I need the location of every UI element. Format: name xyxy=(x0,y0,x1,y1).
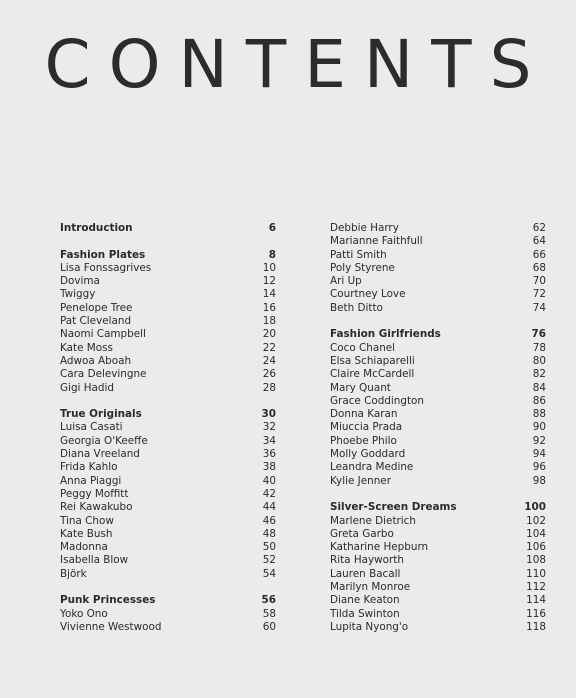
toc-page-number: 36 xyxy=(262,448,276,461)
toc-page-number: 88 xyxy=(532,408,546,421)
toc-entry xyxy=(60,355,276,368)
toc-entry-label: Yoko Ono xyxy=(60,607,108,620)
toc-page-number: 22 xyxy=(262,341,276,354)
toc-section-heading xyxy=(60,249,276,262)
toc-page-number: 56 xyxy=(261,594,276,607)
toc-page-number: 30 xyxy=(261,408,276,421)
toc-entry xyxy=(60,515,276,528)
toc-entry xyxy=(330,288,546,301)
toc-entry xyxy=(330,528,546,541)
toc-entry xyxy=(60,421,276,434)
toc-page-number: 52 xyxy=(262,554,276,567)
toc-page-number: 14 xyxy=(262,288,276,301)
toc-entry xyxy=(330,249,546,262)
toc-entry xyxy=(330,448,546,461)
toc-section-heading xyxy=(330,501,546,514)
toc-entry-label: Claire McCardell xyxy=(330,368,415,381)
toc-entry-label: Björk xyxy=(60,567,87,580)
toc-entry xyxy=(330,581,546,594)
toc-page-number: 60 xyxy=(262,620,276,633)
toc-entry xyxy=(330,262,546,275)
toc-entry-label: Debbie Harry xyxy=(330,222,399,234)
toc-page-number: 50 xyxy=(262,541,276,554)
toc-entry-label: Lauren Bacall xyxy=(330,567,401,580)
toc-page-number: 94 xyxy=(532,448,546,461)
toc-page-number: 38 xyxy=(262,461,276,474)
toc-entry-label: Patti Smith xyxy=(330,248,387,261)
toc-page-number: 40 xyxy=(262,474,276,487)
toc-entry xyxy=(60,528,276,541)
toc-entry-label: Cara Delevingne xyxy=(60,368,147,381)
toc-entry xyxy=(330,222,546,235)
toc-entry xyxy=(330,421,546,434)
toc-page-number: 66 xyxy=(532,248,546,261)
toc-entry-label: Grace Coddington xyxy=(330,394,424,407)
toc-entry xyxy=(60,328,276,341)
toc-entry xyxy=(330,235,546,248)
toc-page-number: 28 xyxy=(262,381,276,394)
toc-entry-label: Marilyn Monroe xyxy=(330,581,411,594)
toc-entry-label: Fashion Plates xyxy=(60,248,146,261)
toc-entry-label: Mary Quant xyxy=(330,381,391,394)
toc-page-number: 86 xyxy=(532,394,546,407)
toc-page-number: 118 xyxy=(526,620,546,633)
toc-page-number: 18 xyxy=(262,315,276,328)
toc-page-number: 44 xyxy=(262,501,276,514)
toc-page-number: 70 xyxy=(532,275,546,288)
toc-entry-label: Introduction xyxy=(60,222,133,234)
toc-entry-label: Miuccia Prada xyxy=(330,421,403,434)
section-gap xyxy=(330,315,546,328)
toc-entry-label: Silver-Screen Dreams xyxy=(330,501,457,514)
toc-entry-label: Isabella Blow xyxy=(60,554,129,567)
toc-entry-label: Naomi Campbell xyxy=(60,328,146,341)
toc-entry xyxy=(330,461,546,474)
toc-page-number: 20 xyxy=(262,328,276,341)
toc-entry-label: Elsa Schiaparelli xyxy=(330,354,415,367)
toc-page-number: 108 xyxy=(526,554,546,567)
toc-entry xyxy=(60,568,276,581)
toc-entry-label: Lisa Fonssagrives xyxy=(60,261,152,274)
toc-right-column xyxy=(330,222,546,634)
toc-entry xyxy=(330,621,546,634)
toc-page-number: 102 xyxy=(526,514,546,527)
toc-page-number: 98 xyxy=(532,474,546,487)
toc-page-number: 106 xyxy=(526,541,546,554)
toc-entry xyxy=(330,275,546,288)
toc-entry-label: Donna Karan xyxy=(330,408,398,421)
toc-entry-label: Leandra Medine xyxy=(330,461,414,474)
toc-page-number: 8 xyxy=(268,248,276,261)
toc-entry-label: Penelope Tree xyxy=(60,301,133,314)
toc-entry xyxy=(60,501,276,514)
toc-section-heading xyxy=(60,408,276,421)
toc-entry xyxy=(330,302,546,315)
toc-entry-label: Fashion Girlfriends xyxy=(330,328,441,341)
toc-left-column xyxy=(60,222,276,634)
toc-entry xyxy=(330,395,546,408)
toc-page-number: 90 xyxy=(532,421,546,434)
toc-page-number: 78 xyxy=(532,341,546,354)
toc-page-number: 16 xyxy=(262,301,276,314)
toc-entry-label: Molly Goddard xyxy=(330,448,406,461)
toc-page-number: 114 xyxy=(526,594,546,607)
toc-entry-label: Frida Kahlo xyxy=(60,461,118,474)
toc-entry xyxy=(60,608,276,621)
toc-page-number: 10 xyxy=(262,261,276,274)
toc-entry xyxy=(330,608,546,621)
toc-page-number: 48 xyxy=(262,527,276,540)
toc-page-number: 34 xyxy=(262,434,276,447)
toc-page-number: 6 xyxy=(268,222,276,234)
toc-entry xyxy=(60,435,276,448)
section-gap xyxy=(330,488,546,501)
toc-page-number: 92 xyxy=(532,434,546,447)
toc-entry-label: Anna Piaggi xyxy=(60,474,122,487)
toc-entry xyxy=(60,302,276,315)
toc-page-number: 42 xyxy=(262,487,276,500)
toc-entry xyxy=(330,568,546,581)
toc-entry xyxy=(330,408,546,421)
toc-entry-label: Greta Garbo xyxy=(330,527,394,540)
toc-entry xyxy=(60,448,276,461)
toc-entry xyxy=(330,594,546,607)
toc-entry xyxy=(330,382,546,395)
toc-entry-label: Kylie Jenner xyxy=(330,474,391,487)
toc-entry-label: Poly Styrene xyxy=(330,261,395,274)
toc-entry-label: Madonna xyxy=(60,541,108,554)
toc-entry-label: Rita Hayworth xyxy=(330,554,404,567)
page-title: CONTENTS xyxy=(44,26,550,103)
toc-entry xyxy=(330,355,546,368)
toc-entry xyxy=(60,262,276,275)
toc-entry-label: Lupita Nyong'o xyxy=(330,620,409,633)
toc-entry-label: Phoebe Philo xyxy=(330,434,397,447)
toc-entry-label: Diane Keaton xyxy=(330,594,400,607)
toc-entry-label: Punk Princesses xyxy=(60,594,156,607)
toc-page-number: 116 xyxy=(526,607,546,620)
toc-entry xyxy=(60,461,276,474)
toc-entry xyxy=(330,342,546,355)
toc-entry xyxy=(60,475,276,488)
toc-entry-label: Georgia O'Keeffe xyxy=(60,434,148,447)
toc-entry-label: Peggy Moffitt xyxy=(60,487,129,500)
toc-page-number: 110 xyxy=(526,567,546,580)
toc-entry-label: Tilda Swinton xyxy=(330,607,400,620)
toc-entry xyxy=(60,554,276,567)
toc-page-number: 100 xyxy=(524,501,546,514)
toc-entry-label: Beth Ditto xyxy=(330,301,383,314)
toc-entry-label: True Originals xyxy=(60,408,142,421)
toc-page-number: 76 xyxy=(531,328,546,341)
toc-page-number: 26 xyxy=(262,368,276,381)
toc-page-number: 46 xyxy=(262,514,276,527)
toc-entry-label: Katharine Hepburn xyxy=(330,541,429,554)
toc-entry-label: Rei Kawakubo xyxy=(60,501,133,514)
toc-entry-label: Vivienne Westwood xyxy=(60,620,162,633)
section-gap xyxy=(60,581,276,594)
toc-entry xyxy=(60,275,276,288)
toc-page-number: 12 xyxy=(262,275,276,288)
toc-entry xyxy=(330,435,546,448)
toc-page-number: 82 xyxy=(532,368,546,381)
toc-entry-label: Kate Bush xyxy=(60,527,113,540)
toc-entry-label: Gigi Hadid xyxy=(60,381,114,394)
toc-entry xyxy=(330,554,546,567)
toc-entry xyxy=(60,541,276,554)
toc-section-heading xyxy=(60,594,276,607)
toc-page-number: 72 xyxy=(532,288,546,301)
toc-page-number: 54 xyxy=(262,567,276,580)
toc-entry-label: Dovima xyxy=(60,275,100,288)
toc-entry-label: Coco Chanel xyxy=(330,341,396,354)
toc-page-number: 96 xyxy=(532,461,546,474)
toc-entry-label: Luisa Casati xyxy=(60,421,123,434)
toc-page-number: 62 xyxy=(532,222,546,234)
toc-section-heading xyxy=(60,222,276,235)
toc-entry xyxy=(330,515,546,528)
toc-entry xyxy=(60,315,276,328)
toc-page-number: 84 xyxy=(532,381,546,394)
toc-section-heading xyxy=(330,328,546,341)
toc-page-number: 64 xyxy=(532,235,546,248)
toc-page-number: 112 xyxy=(526,581,546,594)
toc-entry-label: Kate Moss xyxy=(60,341,113,354)
toc-entry xyxy=(60,621,276,634)
toc-entry xyxy=(60,288,276,301)
section-gap xyxy=(60,235,276,248)
toc-page-number: 32 xyxy=(262,421,276,434)
toc-page-number: 80 xyxy=(532,354,546,367)
toc-entry xyxy=(60,488,276,501)
toc-entry-label: Diana Vreeland xyxy=(60,448,140,461)
toc-entry xyxy=(60,382,276,395)
toc-page-number: 24 xyxy=(262,354,276,367)
toc-entry xyxy=(330,368,546,381)
toc-entry-label: Pat Cleveland xyxy=(60,315,132,328)
toc-page-number: 74 xyxy=(532,301,546,314)
toc-entry xyxy=(60,342,276,355)
toc-entry xyxy=(60,368,276,381)
toc-entry-label: Marlene Dietrich xyxy=(330,514,416,527)
toc-page-number: 58 xyxy=(262,607,276,620)
toc-entry xyxy=(330,541,546,554)
toc-page-number: 68 xyxy=(532,261,546,274)
toc-entry-label: Courtney Love xyxy=(330,288,406,301)
toc-entry xyxy=(330,475,546,488)
section-gap xyxy=(60,395,276,408)
toc-entry-label: Tina Chow xyxy=(60,514,114,527)
toc-entry-label: Ari Up xyxy=(330,275,362,288)
toc-page-number: 104 xyxy=(526,527,546,540)
toc-entry-label: Adwoa Aboah xyxy=(60,354,132,367)
toc-entry-label: Marianne Faithfull xyxy=(330,235,423,248)
toc-entry-label: Twiggy xyxy=(60,288,96,301)
